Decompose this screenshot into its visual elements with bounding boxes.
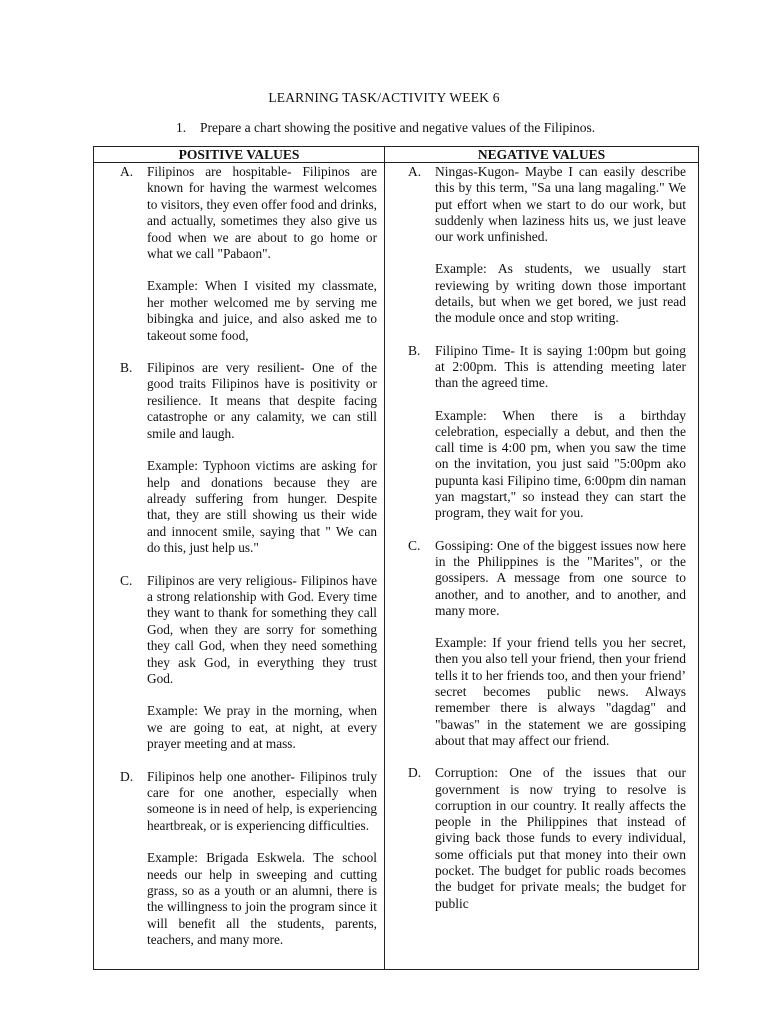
values-chart [93, 146, 699, 970]
positive-value-item [120, 164, 377, 344]
negative-value-item [408, 343, 686, 522]
negative-value-item-description: Ningas-Kugon- Maybe I can easily describe this by this term, "Sa una lang magaling." We put effort when we start to do our work, but suddenly when laziness hits us, we just leave our work unfinished. [435, 164, 686, 245]
positive-value-item-description: Filipinos are hospitable- Filipinos are known for having the warmest welcomes to visitors, they even offer food and drinks, and actually, sometimes they also give us food when we are about to go home or what we call "Pabaon". [147, 164, 377, 262]
instruction [176, 120, 595, 136]
positive-values-cell [94, 163, 385, 970]
positive-value-item-example: Example: Brigada Eskwela. The school needs our help in sweeping and cutting grass, so as a youth or an alumni, there is the willingness to join the program since it will benefit all the students, parents, teachers, and many more. [147, 850, 377, 948]
document-title: LEARNING TASK/ACTIVITY WEEK 6 [268, 90, 500, 105]
positive-value-item [120, 573, 377, 753]
negative-value-item-description: Filipino Time- It is saying 1:00pm but going at 2:00pm. This is attending meeting later than the agreed time. [435, 342, 686, 391]
negative-value-item-example: Example: As students, we usually start reviewing by writing down those important details, but when we get bored, we just read the module once and stop writing. [435, 261, 686, 326]
negative-value-item-description: Gossiping: One of the biggest issues now here in the Philippines is the "Marites", or the gossipers. A message from one source to another, and to another, and to another, and many more. [435, 537, 686, 618]
instruction-text: Prepare a chart showing the positive and negative values of the Filipinos. [200, 120, 596, 135]
negative-value-item-example: Example: If your friend tells you her secret, then you also tell your friend, then your friend tells it to her friends too, and then your friend’ secret becomes public news. Always remember there is always "dagdag" and "bawas" in the statement we are gossiping about that may affect our friend. [435, 635, 686, 748]
positive-value-item-letter: D. [120, 768, 134, 784]
negative-value-item [408, 765, 686, 912]
negative-value-item-letter: A. [408, 164, 422, 179]
negative-values-cell [385, 163, 699, 970]
negative-value-item-example: Example: When there is a birthday celebration, especially a debut, and then the call time is 4:00 pm, when you saw the time on the invitation, you just said "5:00pm ako pupunta kasi Filipino time, 6:00pm din naman yan magstart," so instead they can start the program, they wait for you. [435, 407, 686, 521]
negative-value-item-letter: B. [408, 342, 421, 358]
negative-value-item-description: Corruption: One of the issues that our government is now trying to resolve is corruption in our country. It really affects the people in the Philippines that instead of giving back those funds to every individual, some officials put that money into their own pocket. The budget for public roads becomes the budget for private meals; the budget for public [435, 765, 686, 911]
positive-value-item-example: Example: Typhoon victims are asking for help and donations because they are already suffering from hunger. Despite that, they are still showing us their wide and innocent smile, saying that " We can do this, just help us." [147, 458, 377, 556]
positive-value-item-example: Example: We pray in the morning, when we are going to eat, at night, at every prayer meeting and at mass. [147, 703, 377, 752]
instruction-number: 1. [176, 120, 187, 135]
positive-value-item-example: Example: When I visited my classmate, her mother welcomed me by serving me bibingka and juice, and also asked me to takeout some food, [147, 278, 377, 343]
positive-value-item [120, 360, 377, 556]
negative-value-item-letter: D. [408, 765, 422, 781]
positive-value-item-letter: C. [120, 572, 133, 588]
positive-value-item-letter: B. [120, 360, 133, 376]
positive-values-header: POSITIVE VALUES [94, 147, 385, 163]
positive-value-item-description: Filipinos help one another- Filipinos truly care for one another, especially when someone is in need of help, is experiencing heartbreak, or is experiencing difficulties. [147, 768, 377, 833]
positive-value-item-description: Filipinos are very religious- Filipinos have a strong relationship with God. Every time they want to thank for something they call God, when they are sorry for something they call God, when they need something they ask God, in everything they trust God. [147, 572, 377, 686]
negative-value-item-letter: C. [408, 537, 421, 553]
positive-value-item-description: Filipinos are very resilient- One of the good traits Filipinos have is positivity or resilience. It means that despite facing catastrophe or any calamity, we can still smile and laugh. [147, 360, 377, 441]
negative-value-item [408, 164, 686, 327]
positive-value-item [120, 769, 377, 949]
negative-values-header: NEGATIVE VALUES [385, 147, 699, 163]
negative-value-item [408, 538, 686, 750]
positive-value-item-letter: A. [120, 164, 134, 179]
